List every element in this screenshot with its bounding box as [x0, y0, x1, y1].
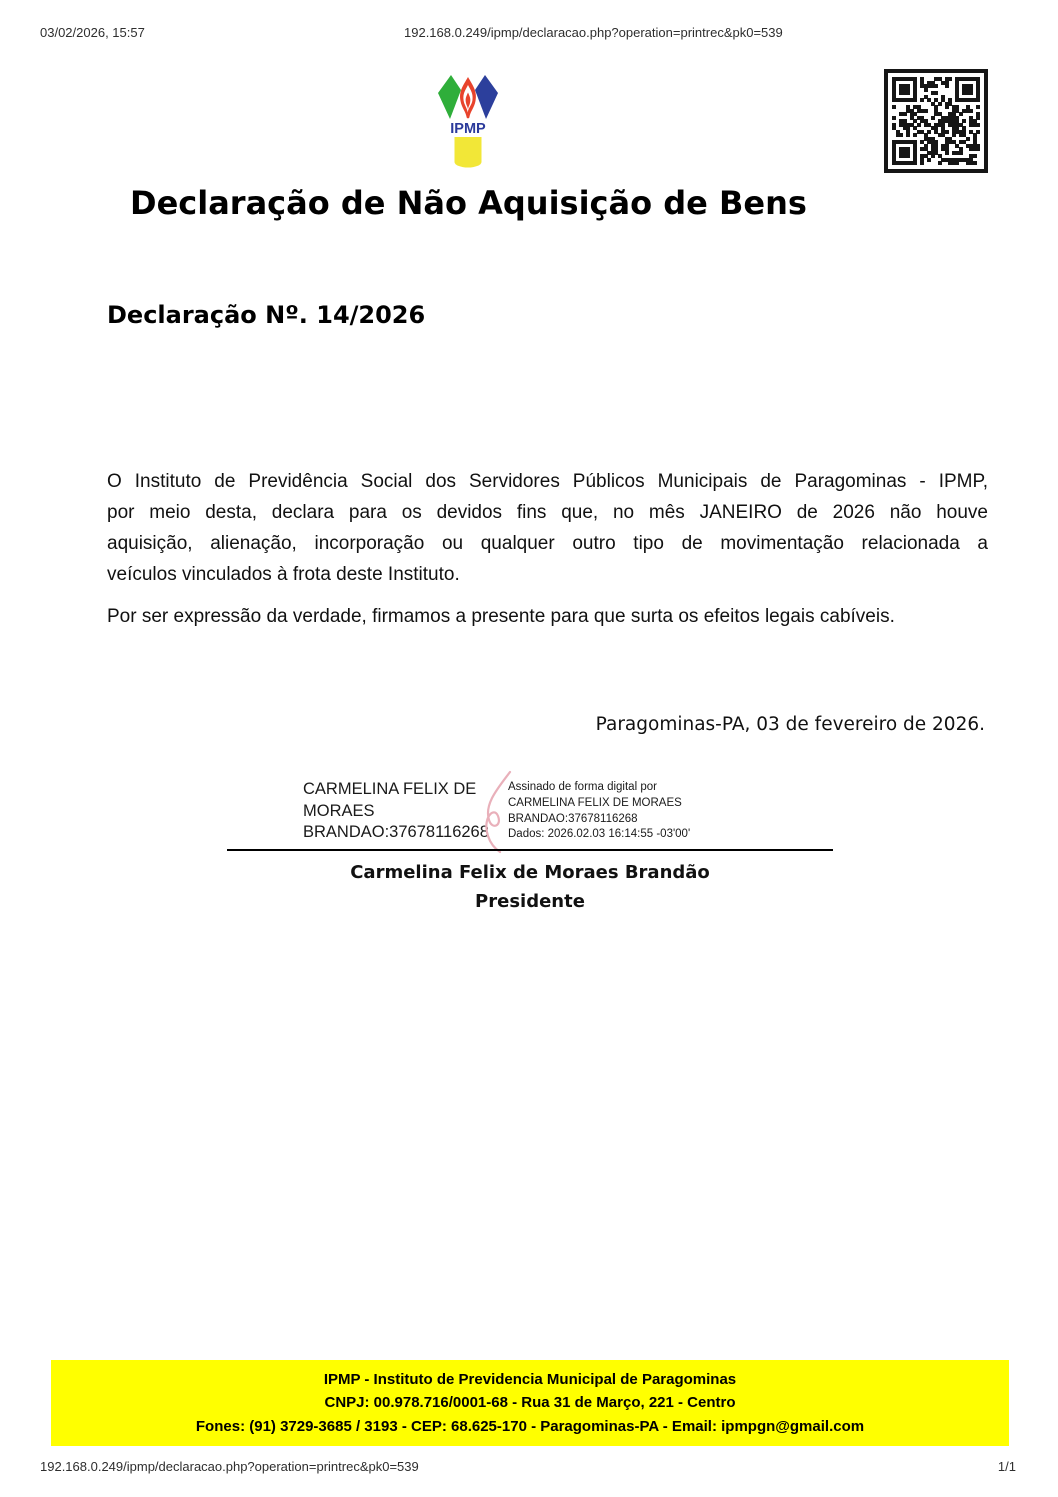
document-title: Declaração de Não Aquisição de Bens — [130, 184, 807, 222]
signature-certificate-name: CARMELINA FELIX DE MORAES BRANDAO:37678116268 — [303, 780, 489, 841]
text-line: BRANDAO:37678116268 — [508, 812, 638, 825]
signer-role: Presidente — [475, 891, 585, 912]
logo-ipmp-text: IPMP — [450, 121, 486, 137]
logo-green-leaf — [438, 75, 461, 119]
text-line: CARMELINA FELIX DE MORAES — [508, 796, 682, 809]
signer-block — [227, 858, 833, 916]
ipmp-logo-graphic — [437, 74, 499, 170]
signature-line — [227, 849, 833, 851]
text-line: Assinado de forma digital por — [508, 781, 657, 793]
print-footer-page-indicator: 1/1 — [997, 1459, 1016, 1474]
document-body — [107, 466, 988, 632]
text-line: Por ser expressão da verdade, firmamos a presente para que surta os efeitos legais cabíveis. — [107, 606, 895, 627]
print-header-datetime: 03/02/2026, 15:57 — [40, 25, 145, 40]
text-line: CNPJ: 00.978.716/0001-68 - Rua 31 de Março, 221 - Centro — [324, 1394, 736, 1412]
text-line: Dados: 2026.02.03 16:14:55 -03'00' — [508, 828, 691, 841]
logo-blue-leaf — [475, 75, 498, 119]
paragraph-1 — [107, 466, 988, 590]
text-line: aquisição, alienação, incorporação ou qualquer outro tipo de movimentação relacionada a — [107, 533, 988, 554]
print-header-url: 192.168.0.249/ipmp/declaracao.php?operation=printrec&pk0=539 — [404, 25, 783, 40]
qr-code — [884, 69, 988, 173]
declaration-number-heading: Declaração Nº. 14/2026 — [107, 301, 426, 329]
signature-details — [508, 780, 738, 843]
place-date-line: Paragominas-PA, 03 de fevereiro de 2026. — [595, 714, 985, 735]
text-line: Fones: (91) 3729-3685 / 3193 - CEP: 68.625-170 - Paragominas-PA - Email: ipmpgn@gmail.com — [195, 1417, 865, 1435]
signer-name: Carmelina Felix de Moraes Brandão — [350, 862, 710, 883]
ipmp-logo — [437, 74, 499, 170]
footer-banner — [51, 1360, 1009, 1446]
logo-candle-bottom — [455, 157, 482, 168]
paragraph-2 — [107, 601, 988, 632]
qr-code-canvas — [892, 77, 980, 165]
text-line: IPMP - Instituto de Previdencia Municipal de Paragominas — [323, 1370, 737, 1388]
text-line: por meio desta, declara para os devidos fins que, no mês JANEIRO de 2026 não houve — [107, 502, 988, 523]
text-line: O Instituto de Previdência Social dos Servidores Públicos Municipais de Paragominas - IPMP, — [107, 471, 988, 492]
flourish-stroke — [486, 772, 510, 852]
text-line: veículos vinculados à frota deste Instituto. — [107, 564, 460, 585]
print-footer-url: 192.168.0.249/ipmp/declaracao.php?operation=printrec&pk0=539 — [40, 1459, 419, 1474]
